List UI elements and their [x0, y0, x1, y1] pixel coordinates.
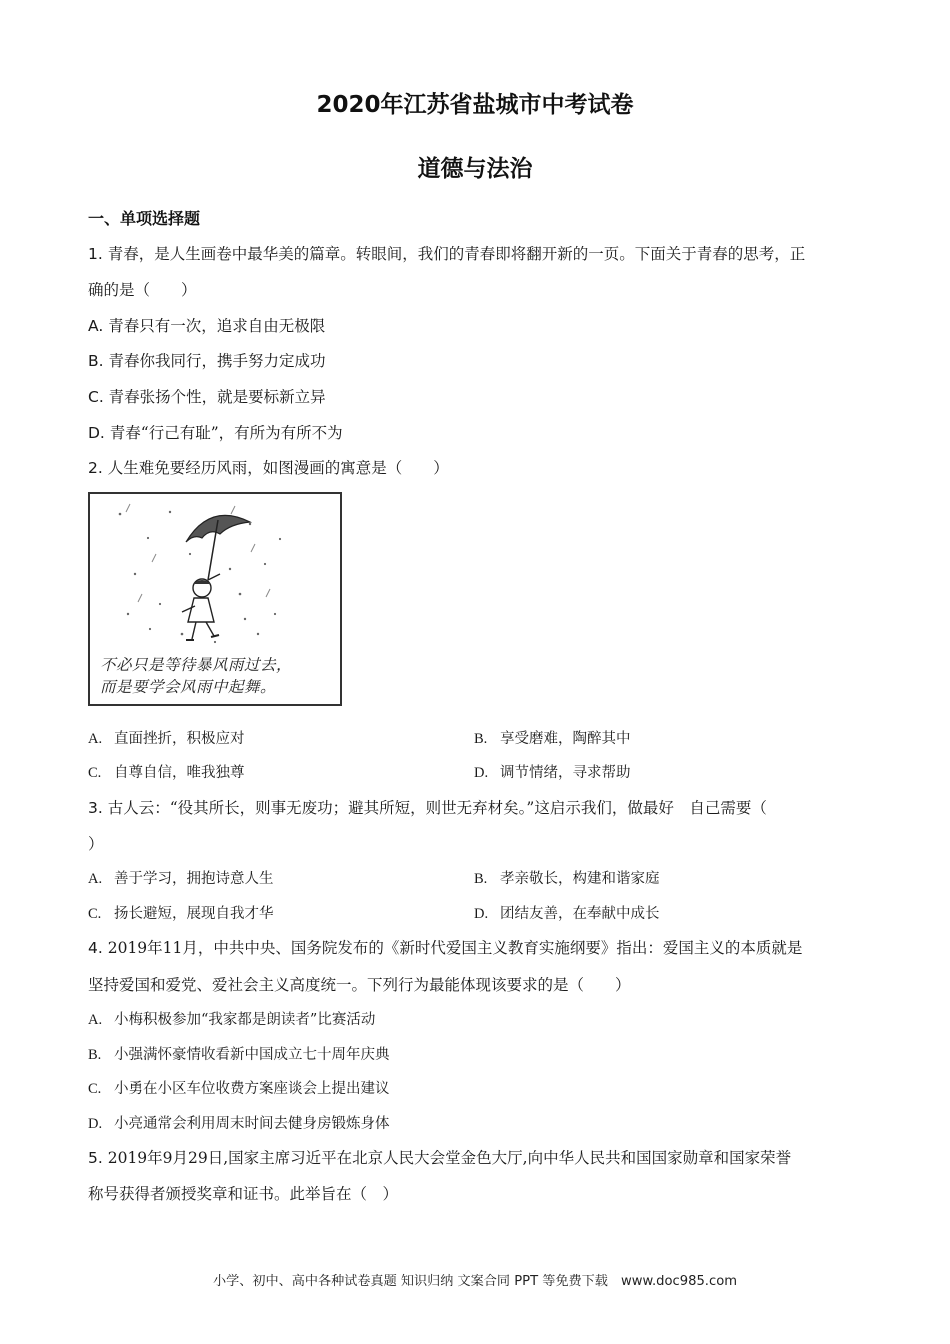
option-text: 小亮通常会利用周末时间去健身房锻炼身体 [114, 1116, 390, 1132]
question-4-option-d [88, 1112, 390, 1133]
question-3-line-1 [88, 796, 767, 818]
option-letter: C. [88, 388, 104, 406]
option-text: 调节情绪，寻求帮助 [500, 765, 631, 781]
question-3-line-2: ） [88, 835, 104, 853]
comic-caption-line-1: 不必只是等待暴风雨过去， [100, 656, 293, 674]
question-number: 4. [88, 939, 103, 957]
question-number: 3. [88, 799, 103, 817]
question-3-option-b [474, 867, 660, 888]
option-text: 小勇在小区车位收费方案座谈会上提出建议 [114, 1081, 390, 1097]
question-text: 2019年9月29日,国家主席习近平在北京人民大会堂金色大厅,向中华人民共和国国家勋章和国家荣誉 [102, 1149, 792, 1167]
option-text: 自尊自信，唯我独尊 [114, 765, 245, 781]
option-letter: B. [88, 1047, 102, 1063]
footer-watermark: 小学、初中、高中各种试卷真题 知识归纳 文案合同 PPT 等免费下载 www.doc985.com [212, 1274, 738, 1289]
option-letter: D. [474, 906, 489, 922]
option-letter: B. [474, 731, 488, 747]
question-4-line-1 [88, 936, 802, 958]
option-letter: B. [474, 871, 488, 887]
comic-illustration [88, 492, 342, 706]
question-text: 青春，是人生画卷中最华美的篇章。转眼间，我们的青春即将翻开新的一页。下面关于青春的思考，正 [102, 245, 806, 263]
option-text: 小梅积极参加“我家都是朗读者”比赛活动 [114, 1012, 376, 1028]
question-2-option-a [88, 727, 245, 748]
option-text: 孝亲敬长，构建和谐家庭 [500, 871, 660, 887]
option-letter: C. [88, 906, 102, 922]
option-letter: A. [88, 1012, 103, 1028]
question-text: 2019年11月，中共中央、国务院发布的《新时代爱国主义教育实施纲要》指出：爱国主义的本质就是 [102, 939, 803, 957]
question-5-line-1 [88, 1146, 791, 1168]
option-text: 青春只有一次，追求自由无极限 [103, 317, 326, 335]
option-letter: C. [88, 1081, 102, 1097]
question-1-option-a [88, 314, 325, 336]
question-3-option-d [474, 902, 660, 923]
question-1-line-1 [88, 242, 805, 264]
option-letter: B. [88, 352, 104, 370]
question-3-option-a [88, 867, 274, 888]
question-5-line-2: 称号获得者颁授奖章和证书。此举旨在（ ） [88, 1185, 399, 1203]
question-text: 人生难免要经历风雨，如图漫画的寓意是（ ） [102, 459, 449, 477]
question-2-option-d [474, 761, 631, 782]
comic-caption-line-2: 而是要学会风雨中起舞。 [100, 678, 277, 696]
option-text: 享受磨难，陶醉其中 [500, 731, 631, 747]
option-text: 善于学习，拥抱诗意人生 [114, 871, 274, 887]
option-text: 团结友善，在奉献中成长 [500, 906, 660, 922]
option-text: 扬长避短，展现自我才华 [114, 906, 274, 922]
section-heading: 一、单项选择题 [88, 209, 201, 228]
option-letter: A. [88, 731, 103, 747]
option-letter: C. [88, 765, 102, 781]
question-1-option-c [88, 385, 326, 407]
question-1-line-2: 确的是（ ） [88, 281, 197, 299]
option-text: 小强满怀豪情收看新中国成立七十周年庆典 [114, 1047, 390, 1063]
question-1-option-d [88, 421, 343, 443]
comic-caption [100, 654, 336, 698]
option-letter: A. [88, 871, 103, 887]
option-letter: D. [88, 1116, 103, 1132]
option-letter: D. [88, 424, 105, 442]
question-number: 1. [88, 245, 103, 263]
option-text: 青春张扬个性，就是要标新立异 [103, 388, 326, 406]
option-letter: A. [88, 317, 104, 335]
question-text: 古人云：“役其所长，则事无废功；避其所短，则世无弃材矣。”这启示我们，做最好 自己需要（ [102, 799, 767, 817]
question-1-option-b [88, 349, 326, 371]
question-number: 5. [88, 1149, 103, 1167]
question-2-option-b [474, 727, 631, 748]
question-number: 2. [88, 459, 103, 477]
question-4-option-b [88, 1043, 390, 1064]
question-4-option-a [88, 1008, 375, 1029]
option-text: 青春“行己有耻”，有所为有所不为 [104, 424, 343, 442]
question-4-option-c [88, 1077, 390, 1098]
option-text: 青春你我同行，携手努力定成功 [103, 352, 326, 370]
question-2-line-1 [88, 456, 449, 478]
option-letter: D. [474, 765, 489, 781]
option-text: 直面挫折，积极应对 [114, 731, 245, 747]
question-4-line-2: 坚持爱国和爱党、爱社会主义高度统一。下列行为最能体现该要求的是（ ） [88, 976, 631, 994]
exam-title: 2020年江苏省盐城市中考试卷 [316, 92, 634, 118]
question-3-option-c [88, 902, 274, 923]
question-2-option-c [88, 761, 245, 782]
exam-subject: 道德与法治 [417, 156, 533, 182]
girl-with-umbrella-drawing [90, 494, 340, 654]
